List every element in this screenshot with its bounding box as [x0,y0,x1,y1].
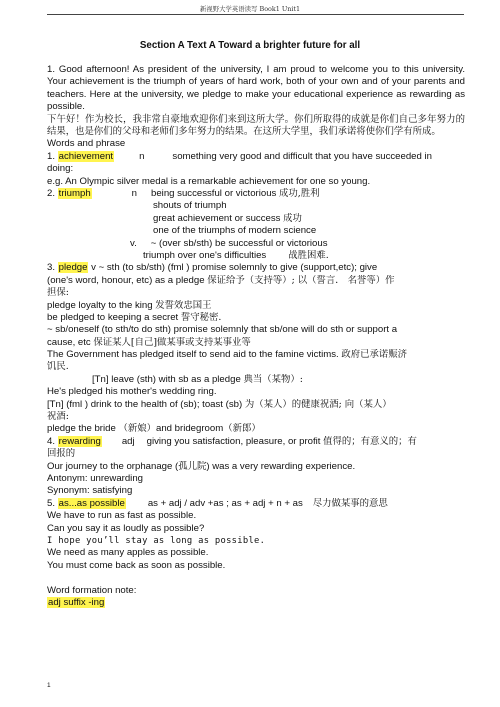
collocation [47,213,465,225]
entry-rewarding [47,436,465,448]
entry-number: 2. [47,188,58,199]
section-title: Section A Text A Toward a brighter future for all [139,40,361,51]
highlighted-word-pledge: pledge [58,262,88,274]
definition: (one's word, honour, etc) as a pledge [47,274,208,286]
definition-chinese: 回报的 [47,448,76,460]
entry-number: 1. [47,150,58,162]
word-formation-suffix [47,597,465,609]
word-formation-heading: Word formation note: [47,584,137,596]
part-of-speech: adj [121,435,135,447]
entry-number: 4. [47,435,58,447]
formula: as + adj / adv +as ; as + adj + n + as [147,497,303,509]
collocation: shouts of triumph [153,200,227,212]
example-chinese: 孤儿院 [178,460,207,472]
definition-chinese: 为（某人）的健康祝酒; 向（某人） [244,398,392,410]
example-english: The Government has pledged itself to send aid to the famine victims. [47,349,342,361]
definition: [Tn] (fml ) drink to the health of (sb); toast (sb) [47,398,245,410]
synonym: Synonym: satisfying [47,485,133,497]
definition: being successful or victorious [151,188,279,199]
example [47,423,465,435]
example [47,461,465,473]
definition: ~ (over sb/sth) be successful or victorious [150,237,328,249]
highlighted-word-as-as-possible: as...as possible [58,497,125,509]
example [47,312,465,324]
example-chinese: 政府已承诺赈济 [341,349,408,361]
example: Can you say it as loudly as possible? [47,522,205,534]
page-number: 1 [47,682,51,689]
definition-chinese: 典当（某物）: [243,373,303,385]
definition: ~ sb/oneself (to sth/to do sth) promise solemnly that sb/one will do sth or support a [47,324,398,336]
entry-number: 5. [47,497,58,509]
highlighted-suffix: adj suffix -ing [48,596,105,608]
paragraph-1-english: 1. Good afternoon! As president of the university, I am proud to welcome you to this university. Your achievement is the triumph of years of hard work, both of your own and of your parents and teachers. Here at the university, we pledge to make your educational experience as rewarding as possible. [47,64,465,113]
definition: something very good and difficult that you have succeeded in [172,150,432,162]
example-chinese: （新娘） [118,423,156,435]
example-chinese: （新郎） [223,423,261,435]
definition-chinese: 成功,胜利 [279,188,320,199]
definition: [Tn] leave (sth) with sb as a pledge [92,373,244,385]
document-body [47,64,465,609]
meaning-chinese: 尽力做某事的意思 [312,497,388,509]
definition: great achievement or success [153,212,284,224]
part-of-speech: n [131,188,138,199]
definition: giving you satisfaction, pleasure, or profit [146,435,324,447]
sense-fml [47,399,465,411]
definition-chinese: 成功 [283,212,302,224]
entry-as-as-possible [47,498,465,510]
verb-sense [47,238,465,250]
verb-example [47,250,465,262]
definition-continued [47,275,465,287]
example-english: Our journey to the orphanage ( [47,460,179,472]
definition-chinese: 保证某人[自己]做某事或支持某事业等 [93,336,251,348]
definition: cause, etc [47,336,94,348]
definition-chinese: 值得的；有意义的；有 [323,435,417,447]
entry-pledge [47,262,465,274]
example: He's pledged his mother's wedding ring. [47,386,217,398]
words-heading: Words and phrase [47,138,126,150]
collocation: one of the triumphs of modern science [153,225,317,237]
definition-chinese: 保证给予（支持等）; 以（誓言． 名誉等）作 [207,274,395,286]
example-chinese: 战胜困难. [288,249,329,261]
definition-continued [47,337,465,349]
running-header: 新视野大学英语读写 Book1 Unit1 [199,5,301,13]
example-english: be pledged to keeping a secret [47,311,181,323]
paragraph-1-chinese: 下午好！作为校长，我非常自豪地欢迎你们来到这所大学。你们所取得的成就是你们自己多年努力的结果，也是你们的父母和老师们多年努力的结果。在这所大学里，我们承诺将使你们学有所成。 [47,113,465,138]
header-rule [47,14,464,15]
entry-triumph [47,188,465,200]
example-english: pledge the bride [47,423,119,435]
example: I hope you’ll stay as long as possible. [47,535,266,546]
example: You must come back as soon as possible. [47,559,226,571]
example-chinese: 发誓效忠国王 [155,299,212,311]
example-sentence: e.g. An Olympic silver medal is a remarkable achievement for one so young. [47,175,371,187]
sense-tn [47,374,465,386]
definition-chinese: 祝酒: [47,411,69,423]
definition: v ~ sth (to sb/sth) (fml ) promise solemnly to give (support,etc); give [88,262,378,274]
highlighted-word-achievement: achievement [58,150,114,162]
definition-chinese: 担保: [47,287,69,299]
entry-achievement [47,151,465,163]
definition-continued: doing: [47,163,74,175]
example-chinese: 饥民. [47,361,69,373]
example: We have to run as fast as possible. [47,510,197,522]
part-of-speech: n [139,150,145,162]
part-of-speech: v. [130,237,137,249]
antonym: Antonym: unrewarding [47,472,143,484]
example-english: and bridegroom [156,423,224,435]
example: We need as many apples as possible. [47,547,209,559]
example [47,300,465,312]
example [47,349,465,361]
entry-number: 3. [47,262,58,274]
highlighted-word-triumph: triumph [58,188,91,199]
highlighted-word-rewarding: rewarding [58,435,101,447]
example-chinese: 誓守秘密. [180,311,222,323]
example-english: ) was a very rewarding experience. [206,460,356,472]
example-english: pledge loyalty to the king [47,299,156,311]
example: triumph over one's difficulties [143,249,267,261]
